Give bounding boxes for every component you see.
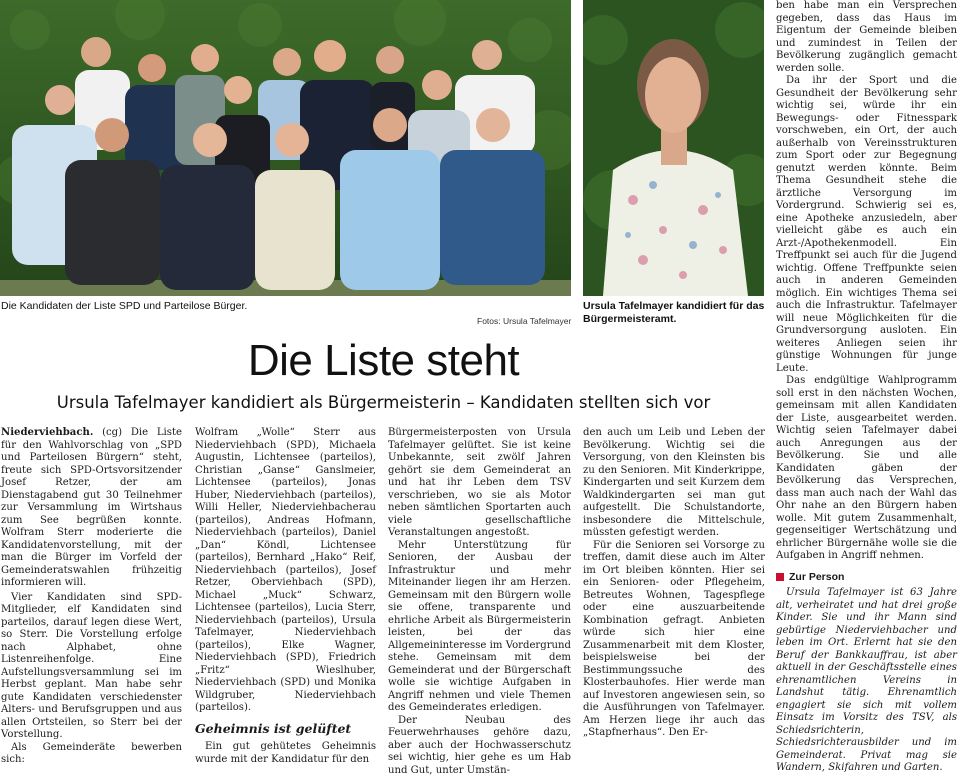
section-subtitle: Geheimnis ist gelüftet [195, 723, 376, 736]
portrait-photo [583, 0, 764, 296]
group-photo-image [0, 0, 571, 296]
paragraph: ben habe man ein Versprechen gegeben, dass das Haus im Eigentum der Gemeinde bleiben und zumindest in Teilen der Bevölkerung zugänglich gemacht werden solle. [776, 0, 957, 75]
subheadline: Ursula Tafelmayer kandidiert als Bürgermeisterin – Kandidaten stellten sich vor [0, 392, 767, 414]
paragraph: den auch um Leib und Leben der Bevölkerung. Wichtig sei die Versorgung, von den Kleinsten bis zu den Senioren. Mit Kinderkrippe, Kindergarten und seit Kurzem dem Waldkindergarten sei man gut aufgestellt. Die Schulstandorte, insbesondere die Mittelschule, müssten gefestigt werden. [583, 427, 765, 540]
article-column-2 [195, 427, 376, 766]
paragraph: Da ihr der Sport und die Gesundheit der Bevölkerung sehr wichtig sei, würde ihr ein Bewegungs- oder Fitnesspark vorschweben, ein Ort, der auch außerhalb von Vereinsstrukturen zum Sport oder zur Begegnung genutzt werden könnte. Beim Thema Gesundheit stehe die ärztliche Versorgung im Vordergrund. Schwierig sei es, eine Apotheke anzusiedeln, aber vielleicht gäbe es auch ein Arzt-/Apothekenmodell. Ein Treffpunkt sei auch für die Jugend wichtig. Offene Treffpunkte seien auch in anderen Gemeinden möglich. Ein wichtiges Thema sei auch die Infrastruktur. Tafelmayer will neue Möglichkeiten für die Grundversorgung ausloten. Ein weiteres Anliegen seien ihr günstige Wohnungen für junge Leute. [776, 75, 957, 375]
info-box-header [776, 571, 957, 584]
paragraph: Für die Senioren sei Vorsorge zu treffen, damit diese auch im Alter im Ort bleiben könnten. Hier sei ein Senioren- oder Pflegeheim, Betreutes Wohnen, Tagespflege oder eine auszuarbeitende Kombination gefragt. Anbieten würde sich hier eine Zusammenarbeit mit dem Kloster, beispielsweise bei der Bestimmungssuche des Klosterbauhofes. Hier werde man auf Investoren angewiesen sein, so die Ausführungen von Tafelmayer. Am Herzen liege ihr auch das „Stapfnerhaus“. Den Er- [583, 540, 765, 740]
red-square-icon [776, 573, 784, 581]
headline: Die Liste steht [0, 336, 767, 386]
paragraph: Bürgermeisterposten von Ursula Tafelmayer gelüftet. Sie ist keine Unbekannte, seit zwölf Jahren gehört sie dem Gemeinderat an und hat ihr Leben dem TSV verschrieben, wo sie als Motor neben sämtlichen Sportarten auch viele gesellschaftliche Veranstaltungen angestoßt. [388, 427, 571, 540]
photo-credit: Fotos: Ursula Tafelmayer [477, 316, 571, 326]
article-column-1 [1, 427, 182, 767]
dateline: Niederviehbach. [1, 427, 93, 438]
paragraph: Der Neubau des Feuerwehrhauses gehöre dazu, aber auch der Hochwasserschutz sei wichtig, hier gehe es um Hab und Gut, unter Umstän- [388, 715, 571, 777]
paragraph: Vier Kandidaten sind SPD-Mitglieder, elf Kandidaten sind parteilos, darauf legen diese Wert, so Sterr. Die Vorstellung erfolge nach Alphabet, ohne Listenreihenfolge. Eine Aufstellungsversammlung sei im Herbst geplant. Man habe sehr gute Kandidaten verschiedenster Alters- und Berufsgruppen und aus allen Ortsteilen, so Sterr bei der Vorstellung. [1, 592, 182, 742]
article-column-4 [583, 427, 765, 740]
article-column-5 [776, 0, 957, 775]
group-photo-caption: Die Kandidaten der Liste SPD und Parteilose Bürger. [1, 300, 401, 313]
paragraph: Wolfram „Wolle“ Sterr aus Niederviehbach (SPD), Michaela Augustin, Lichtensee (parteilos), Christian „Ganse“ Ganslmeier, Lichtensee (parteilos), Jonas Huber, Niederviehbach (parteilos), Willi Heller, Niederviehbacherau (parteilos), Andreas Hofmann, Niederviehbach (parteilos), Daniel „Dan“ Köndl, Lichtensee (parteilos), Bernhard „Hako“ Reif, Niederviehbach (parteilos), Josef Retzer, Oberviehbach (SPD), Michael „Muck“ Schwarz, Lichtensee (parteilos), Lucia Sterr, Niederviehbach (parteilos), Ursula Tafelmayer, Niederviehbach (parteilos), Elke Wagner, Niederviehbach (SPD), Friedrich „Fritz“ Wieslhuber, Niederviehbach (SPD) und Monika Wildgruber, Niederviehbach (parteilos). [195, 427, 376, 715]
paragraph: Das endgültige Wahlprogramm soll erst in den nächsten Wochen, gemeinsam mit allen Kandidaten der Liste, ausgearbeitet werden. Wichtig seien Tafelmayer dabei auch Anregungen aus der Bevölkerung. Sie und alle Kandidaten gäben der Bevölkerung das Versprechen, dass man auch nach der Wahl das Ohr nahe an den Bürgern haben wolle. Mit gutem Zusammenhalt, gegenseitiger Wertschätzung und ehrlicher Bürgernähe wolle sie die Aufgaben in Angriff nehmen. [776, 375, 957, 563]
paragraph: Mehr Unterstützung für Senioren, der Ausbau der Infrastruktur und mehr Miteinander liegen ihr am Herzen. Gemeinsam mit den Bürgern wolle sie offene, transparente und ehrliche Arbeit als Bürgermeisterin leisten, bei der das Allgemeininteresse im Vordergrund stehe. Gemeinsam mit dem Gemeinderat und der Bürgerschaft wolle sie wichtige Aufgaben in Angriff nehmen und viele Themen des Gemeinderates erledigen. [388, 540, 571, 715]
info-box-text: Ursula Tafelmayer ist 63 Jahre alt, verheiratet und hat drei große Kinder. Sie und ihr Mann sind gebürtige Niederviehbacher und leben im Ort. Erlernt hat sie den Beruf der Bankkauffrau, ist aber aktuell in der Geschäftsstelle eines ehrenamtlichen Vereins in Landshut tätig. Ehrenamtlich engagiert sie sich mit vollem Einsatz im Vorsitz des TSV, als Schiedsrichterin, Schiedsrichterausbilder und im Gemeinderat. Privat mag sie Wandern, Skifahren und Garten. [776, 587, 957, 775]
paragraph: Als Gemeinderäte bewerben sich: [1, 742, 182, 767]
article-column-3 [388, 427, 571, 777]
group-photo [0, 0, 571, 296]
info-box-title: Zur Person [789, 571, 844, 584]
paragraph: Ein gut gehütetes Geheimnis wurde mit der Kandidatur für den [195, 741, 376, 766]
paragraph [1, 427, 182, 590]
portrait-photo-image [583, 0, 764, 296]
paragraph-text: (cg) Die Liste für den Wahlvorschlag von „SPD und Parteilosen Bürgern“ steht, freute sich SPD-Ortsvorsitzender Josef Retzer, der am Dienstagabend gut 30 Teilnehmer zur Versammlung im Wirtshaus zum See begrüßen konnte. Wolfram Sterr moderierte die Kandidatenvorstellung, mit der man die Bürger im Vorfeld der Gemeinderatswahlen frühzeitig informieren will. [1, 427, 182, 588]
portrait-caption: Ursula Tafelmayer kandidiert für das Bürgermeisteramt. [583, 300, 768, 326]
